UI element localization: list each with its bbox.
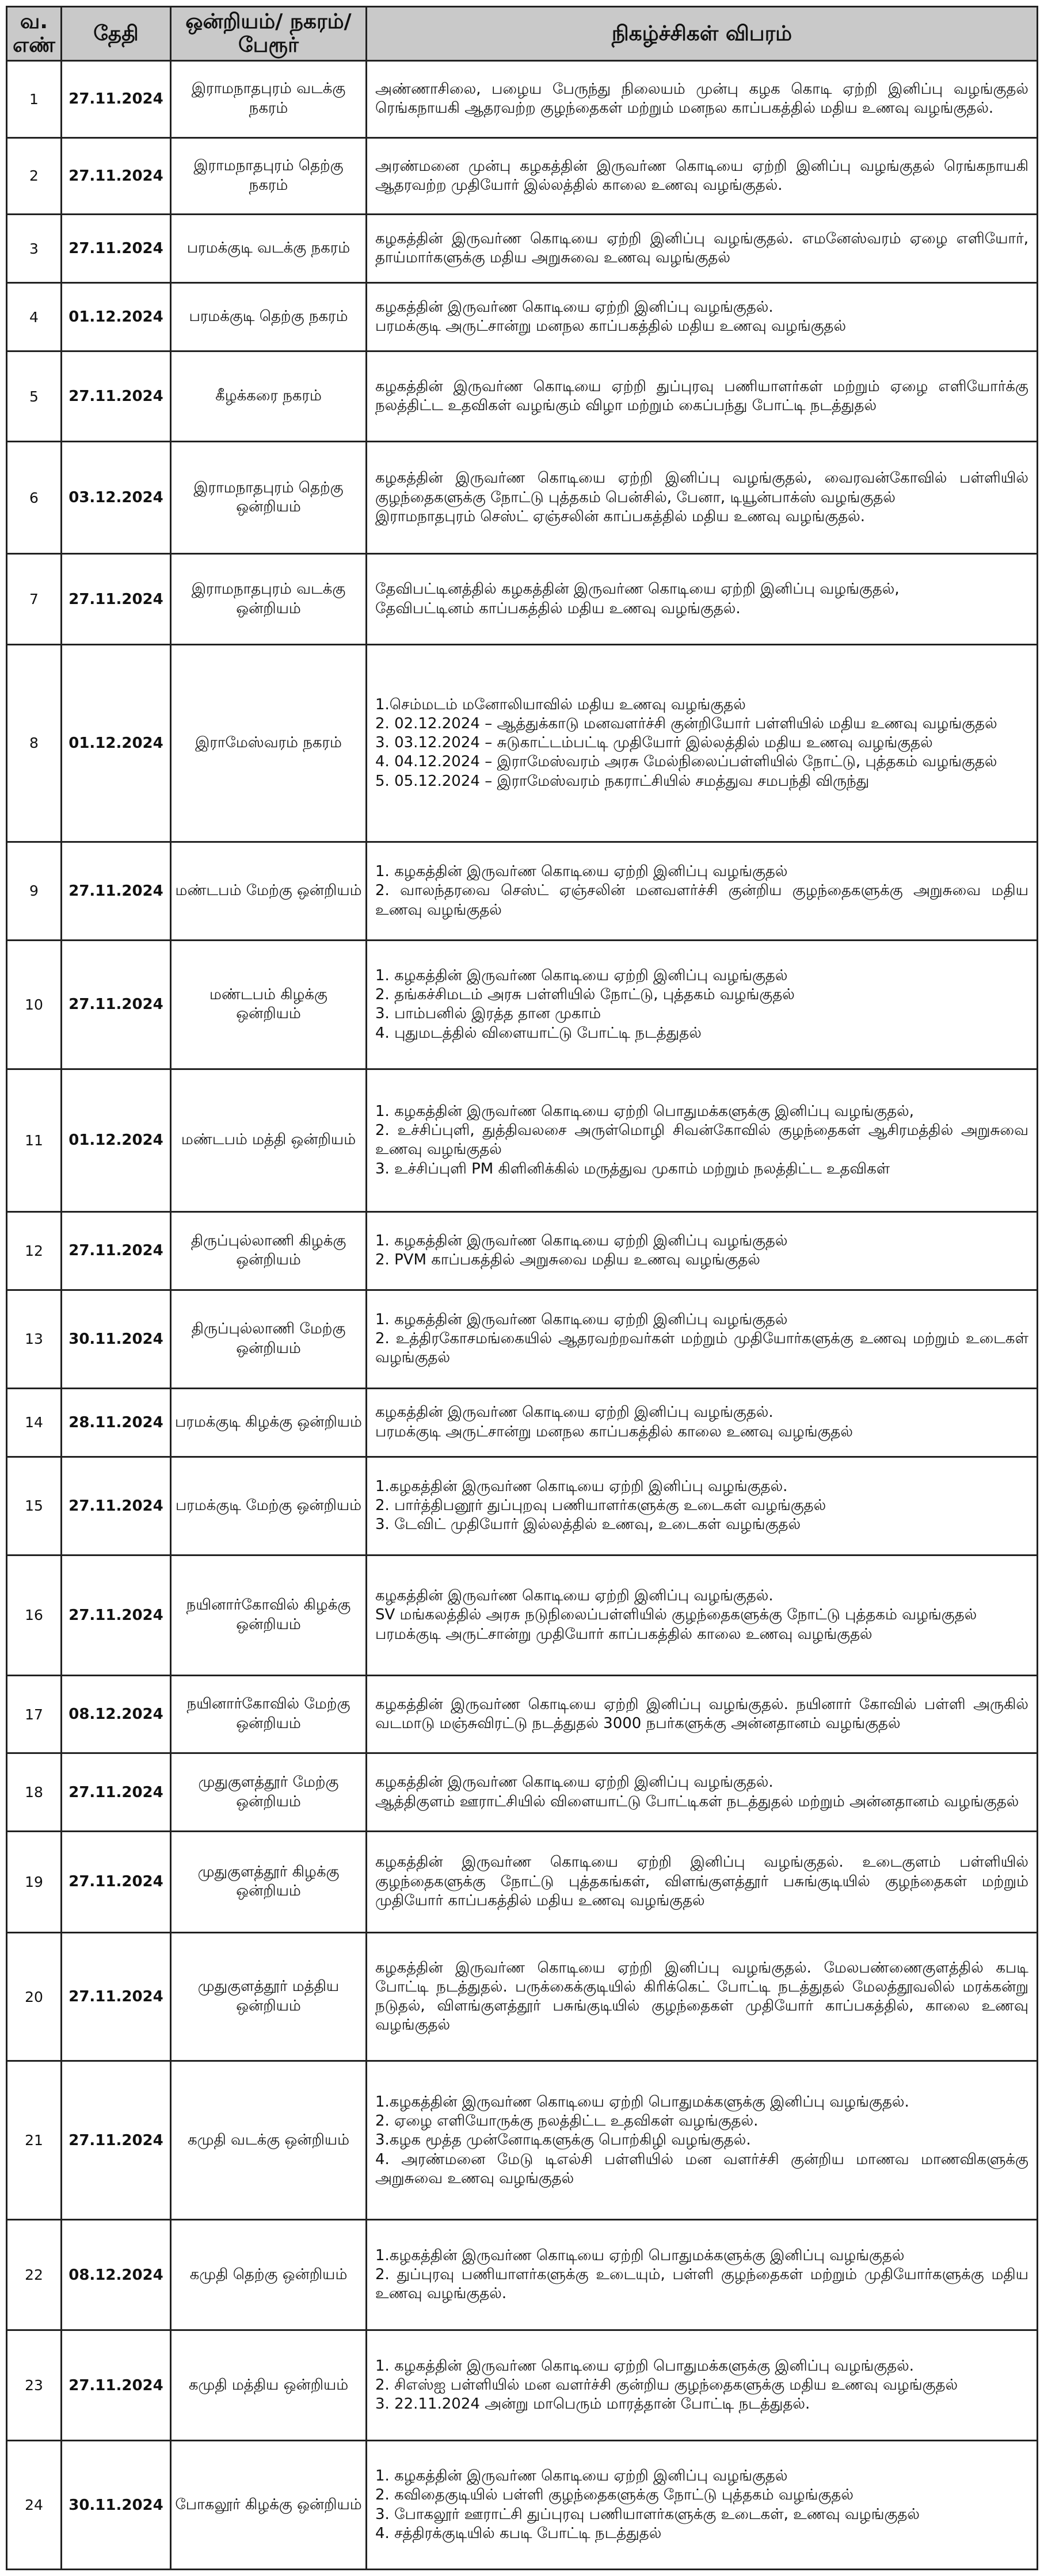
serial-number-cell: 19 <box>7 1831 62 1932</box>
event-details-cell <box>367 60 1038 137</box>
area-cell: திருப்புல்லாணி மேற்கு ஒன்றியம் <box>171 1290 367 1388</box>
serial-number-cell: 17 <box>7 1676 62 1753</box>
event-detail-line: 4. புதுமடத்தில் விளையாட்டு போட்டி நடத்துதல் <box>375 1024 702 1042</box>
event-details-cell <box>367 2441 1038 2570</box>
date-header: தேதி <box>62 7 171 61</box>
event-details-cell <box>367 442 1038 554</box>
event-detail-line: கழகத்தின் இருவர்ண கொடியை ஏற்றி இனிப்பு வழங்குதல். <box>375 1404 774 1421</box>
event-detail-line: கழகத்தின் இருவர்ண கொடியை ஏற்றி இனிப்பு வழங்குதல். நயினார் கோவில் பள்ளி அருகில் வடமாடு மஞ்சுவிரட்டு நடத்துதல் 3000 நபர்களுக்கு அன்னதானம் வழங்குதல் <box>375 1695 1028 1733</box>
table-row <box>7 2220 1038 2330</box>
event-details-cell <box>367 1555 1038 1675</box>
event-details-cell <box>367 1932 1038 2061</box>
event-detail-line: 2. உச்சிப்புளி, துத்திவலசை அருள்மொழி சிவன்கோவில் குழந்தைகள் ஆசிரமத்தில் அறுசுவை உணவு வழங்குதல் <box>375 1122 1028 1159</box>
area-cell: பரமக்குடி கிழக்கு ஒன்றியம் <box>171 1388 367 1457</box>
event-details-cell <box>367 1457 1038 1555</box>
serial-number-cell: 6 <box>7 442 62 554</box>
event-detail-line: பரமக்குடி அருட்சான்று முதியோர் காப்பகத்தில் காலை உணவு வழங்குதல் <box>375 1625 872 1643</box>
date-cell: 01.12.2024 <box>62 644 171 842</box>
serial-number-cell: 13 <box>7 1290 62 1388</box>
date-cell: 01.12.2024 <box>62 283 171 351</box>
area-cell: மண்டபம் மத்தி ஒன்றியம் <box>171 1069 367 1212</box>
event-details-cell <box>367 2220 1038 2330</box>
area-cell: முதுகுளத்தூர் மத்திய ஒன்றியம் <box>171 1932 367 2061</box>
serial-number-cell: 20 <box>7 1932 62 2061</box>
area-cell: இராமேஸ்வரம் நகரம் <box>171 644 367 842</box>
table-row <box>7 842 1038 940</box>
area-cell: பரமக்குடி தெற்கு நகரம் <box>171 283 367 351</box>
event-detail-line: கழகத்தின் இருவர்ண கொடியை ஏற்றி இனிப்பு வழங்குதல். எமனேஸ்வரம் ஏழை எளியோர், தாய்மார்களுக்கு மதிய அறுசுவை உணவு வழங்குதல் <box>375 230 1028 267</box>
event-details-cell <box>367 351 1038 441</box>
date-cell: 28.11.2024 <box>62 1388 171 1457</box>
event-detail-line: 1. கழகத்தின் இருவர்ண கொடியை ஏற்றி பொதுமக்களுக்கு இனிப்பு வழங்குதல். <box>375 2357 914 2375</box>
table-row <box>7 1212 1038 1290</box>
table-row <box>7 941 1038 1069</box>
area-cell: இராமநாதபுரம் தெற்கு நகரம் <box>171 137 367 215</box>
date-cell: 27.11.2024 <box>62 137 171 215</box>
event-detail-line: 3. 03.12.2024 – சுடுகாட்டம்பட்டி முதியோர் இல்லத்தில் மதிய உணவு வழங்குதல் <box>375 734 933 752</box>
event-details-cell <box>367 554 1038 644</box>
table-row <box>7 60 1038 137</box>
header-row <box>7 7 1038 61</box>
event-details-cell <box>367 283 1038 351</box>
event-detail-line: 1. கழகத்தின் இருவர்ண கொடியை ஏற்றி இனிப்பு வழங்குதல் <box>375 1310 788 1328</box>
date-cell: 03.12.2024 <box>62 442 171 554</box>
serial-number-cell: 24 <box>7 2441 62 2570</box>
event-detail-line: 1. கழகத்தின் இருவர்ண கொடியை ஏற்றி பொதுமக்களுக்கு இனிப்பு வழங்குதல், <box>375 1102 914 1120</box>
event-detail-line: கழகத்தின் இருவர்ண கொடியை ஏற்றி துப்புரவு பணியாளர்கள் மற்றும் ஏழை எளியோர்க்கு நலத்திட்ட உதவிகள் வழங்கும் விழா மற்றும் கைப்பந்து போட்டி நடத்துதல் <box>375 377 1028 415</box>
serial-number-cell: 15 <box>7 1457 62 1555</box>
table-row <box>7 215 1038 283</box>
serial-number-cell: 2 <box>7 137 62 215</box>
event-details-cell <box>367 137 1038 215</box>
date-cell: 27.11.2024 <box>62 554 171 644</box>
event-details-cell <box>367 644 1038 842</box>
event-details-cell <box>367 1753 1038 1831</box>
event-detail-line: 2. தங்கச்சிமடம் அரசு பள்ளியில் நோட்டு, புத்தகம் வழங்குதல் <box>375 986 795 1004</box>
serial-number-header: வ. எண் <box>7 7 62 61</box>
area-cell: மண்டபம் கிழக்கு ஒன்றியம் <box>171 941 367 1069</box>
serial-number-cell: 11 <box>7 1069 62 1212</box>
area-cell: போகலூர் கிழக்கு ஒன்றியம் <box>171 2441 367 2570</box>
table-row <box>7 351 1038 441</box>
serial-number-cell: 10 <box>7 941 62 1069</box>
event-detail-line: 3. போகலூர் ஊராட்சி துப்புரவு பணியாளர்களுக்கு உடைகள், உணவு வழங்குதல் <box>375 2505 920 2523</box>
event-detail-line: கழகத்தின் இருவர்ண கொடியை ஏற்றி இனிப்பு வழங்குதல். <box>375 298 774 316</box>
date-cell: 30.11.2024 <box>62 1290 171 1388</box>
serial-number-cell: 7 <box>7 554 62 644</box>
event-detail-line: 2. உத்திரகோசமங்கையில் ஆதரவற்றவர்கள் மற்றும் முதியோர்களுக்கு உணவு மற்றும் உடைகள் வழங்குதல் <box>375 1329 1028 1367</box>
event-detail-line: 1.செம்மடம் மனோலியாவில் மதிய உணவு வழங்குதல் <box>375 695 746 713</box>
area-cell: இராமநாதபுரம் தெற்கு ஒன்றியம் <box>171 442 367 554</box>
table-row <box>7 1457 1038 1555</box>
table-row <box>7 1555 1038 1675</box>
table-row <box>7 283 1038 351</box>
table-row <box>7 442 1038 554</box>
event-details-cell <box>367 842 1038 940</box>
date-cell: 27.11.2024 <box>62 60 171 137</box>
event-detail-line: கழகத்தின் இருவர்ண கொடியை ஏற்றி இனிப்பு வழங்குதல். <box>375 1774 774 1791</box>
area-cell: நயினார்கோவில் மேற்கு ஒன்றியம் <box>171 1676 367 1753</box>
event-detail-line: 4. அரண்மனை மேடு டிஎல்சி பள்ளியில் மன வளர்ச்சி குன்றிய மாணவ மாணவிகளுக்கு அறுசுவை உணவு வழங்குதல் <box>375 2150 1028 2187</box>
event-detail-line: தேவிபட்டினத்தில் கழகத்தின் இருவர்ண கொடியை ஏற்றி இனிப்பு வழங்குதல், <box>375 580 900 598</box>
event-detail-line: 1.கழகத்தின் இருவர்ண கொடியை ஏற்றி பொதுமக்களுக்கு இனிப்பு வழங்குதல். <box>375 2093 909 2111</box>
date-cell: 27.11.2024 <box>62 842 171 940</box>
event-detail-line: 4. சத்திரக்குடியில் கபடி போட்டி நடத்துதல் <box>375 2524 662 2542</box>
date-cell: 27.11.2024 <box>62 1753 171 1831</box>
event-detail-line: 1. கழகத்தின் இருவர்ண கொடியை ஏற்றி இனிப்பு வழங்குதல் <box>375 1232 788 1250</box>
table-row <box>7 554 1038 644</box>
area-cell: இராமநாதபுரம் வடக்கு ஒன்றியம் <box>171 554 367 644</box>
area-cell: முதுகுளத்தூர் மேற்கு ஒன்றியம் <box>171 1753 367 1831</box>
table-row <box>7 1831 1038 1932</box>
event-detail-line: 1.கழகத்தின் இருவர்ண கொடியை ஏற்றி இனிப்பு வழங்குதல். <box>375 1477 788 1495</box>
table-row <box>7 2441 1038 2570</box>
event-detail-line: 3.கழக மூத்த முன்னோடிகளுக்கு பொற்கிழி வழங்குதல். <box>375 2131 751 2149</box>
date-cell: 27.11.2024 <box>62 1831 171 1932</box>
date-cell: 01.12.2024 <box>62 1069 171 1212</box>
event-detail-line: 2. PVM காப்பகத்தில் அறுசுவை மதிய உணவு வழங்குதல் <box>375 1251 760 1269</box>
event-detail-line: 1.கழகத்தின் இருவர்ண கொடியை ஏற்றி பொதுமக்களுக்கு இனிப்பு வழங்குதல் <box>375 2246 905 2264</box>
area-cell: கமுதி மத்திய ஒன்றியம் <box>171 2330 367 2441</box>
event-details-cell <box>367 1676 1038 1753</box>
event-detail-line: கழகத்தின் இருவர்ண கொடியை ஏற்றி இனிப்பு வழங்குதல், வைரவன்கோவில் பள்ளியில் குழந்தைகளுக்கு நோட்டு புத்தகம் பென்சில், பேனா, டியூன்பாக்ஸ் வழங்குதல் <box>375 469 1028 506</box>
area-cell: இராமநாதபுரம் வடக்கு நகரம் <box>171 60 367 137</box>
area-cell: கமுதி தெற்கு ஒன்றியம் <box>171 2220 367 2330</box>
area-header: ஒன்றியம்/ நகரம்/ பேரூர் <box>171 7 367 61</box>
area-cell: முதுகுளத்தூர் கிழக்கு ஒன்றியம் <box>171 1831 367 1932</box>
event-detail-line: கழகத்தின் இருவர்ண கொடியை ஏற்றி இனிப்பு வழங்குதல். உடைகுளம் பள்ளியில் குழந்தைகளுக்கு நோட்டு புத்தகங்கள், விளங்குளத்தூர் பசுங்குடியில் குழந்தைகள் மற்றும் முதியோர் காப்பகத்தில் மதிய உணவு வழங்குதல் <box>375 1853 1028 1909</box>
area-cell: மண்டபம் மேற்கு ஒன்றியம் <box>171 842 367 940</box>
table-row <box>7 1069 1038 1212</box>
event-detail-line: அரண்மனை முன்பு கழகத்தின் இருவர்ண கொடியை ஏற்றி இனிப்பு வழங்குதல் ரெங்கநாயகி ஆதரவற்ற முதியோர் இல்லத்தில் காலை உணவு வழங்குதல். <box>375 157 1028 194</box>
date-cell: 08.12.2024 <box>62 2220 171 2330</box>
date-cell: 30.11.2024 <box>62 2441 171 2570</box>
serial-number-cell: 14 <box>7 1388 62 1457</box>
event-detail-line: 2. ஏழை எளியோருக்கு நலத்திட்ட உதவிகள் வழங்குதல். <box>375 2112 759 2130</box>
serial-number-cell: 4 <box>7 283 62 351</box>
event-detail-line: 2. துப்புரவு பணியாளர்களுக்கு உடையும், பள்ளி குழந்தைகள் மற்றும் முதியோர்களுக்கு மதிய உணவு வழங்குதல். <box>375 2266 1028 2303</box>
event-detail-line: 2. சிஎஸ்ஐ பள்ளியில் மன வளர்ச்சி குன்றிய குழந்தைகளுக்கு மதிய உணவு வழங்குதல் <box>375 2376 958 2394</box>
serial-number-cell: 12 <box>7 1212 62 1290</box>
date-cell: 08.12.2024 <box>62 1676 171 1753</box>
event-details-header: நிகழ்ச்சிகள் விபரம் <box>367 7 1038 61</box>
area-cell: நயினார்கோவில் கிழக்கு ஒன்றியம் <box>171 1555 367 1675</box>
area-cell: பரமக்குடி மேற்கு ஒன்றியம் <box>171 1457 367 1555</box>
event-details-cell <box>367 941 1038 1069</box>
event-schedule-table <box>6 6 1038 2570</box>
event-detail-line: 5. 05.12.2024 – இராமேஸ்வரம் நகராட்சியில் சமத்துவ சமபந்தி விருந்து <box>375 772 870 790</box>
table-row <box>7 644 1038 842</box>
serial-number-cell: 9 <box>7 842 62 940</box>
event-detail-line: இராமநாதபுரம் செஸ்ட் ஏஞ்சலின் காப்பகத்தில் மதிய உணவு வழங்குதல். <box>375 508 865 526</box>
event-detail-line: பரமக்குடி அருட்சான்று மனநல காப்பகத்தில் மதிய உணவு வழங்குதல் <box>375 318 847 335</box>
date-cell: 27.11.2024 <box>62 215 171 283</box>
event-details-cell <box>367 1290 1038 1388</box>
event-detail-line: ஆத்திகுளம் ஊராட்சியில் விளையாட்டு போட்டிகள் நடத்துதல் மற்றும் அன்னதானம் வழங்குதல் <box>375 1793 1019 1810</box>
event-details-cell <box>367 1831 1038 1932</box>
event-detail-line: அண்ணாசிலை, பழைய பேருந்து நிலையம் முன்பு கழக கொடி ஏற்றி இனிப்பு வழங்குதல் ரெங்கநாயகி ஆதரவற்ற குழந்தைகள் மற்றும் மனநல காப்பகத்தில் மதிய உணவு வழங்குதல். <box>375 80 1028 117</box>
event-detail-line: 2. 02.12.2024 – ஆத்துக்காடு மனவளர்ச்சி குன்றியோர் பள்ளியில் மதிய உணவு வழங்குதல் <box>375 714 997 732</box>
event-detail-line: 2. வாலந்தரவை செஸ்ட் ஏஞ்சலின் மனவளர்ச்சி குன்றிய குழந்தைகளுக்கு அறுசுவை மதிய உணவு வழங்குதல் <box>375 882 1028 919</box>
date-cell: 27.11.2024 <box>62 2061 171 2220</box>
event-detail-line: 2. பார்த்திபனூர் துப்புறவு பணியாளர்களுக்கு உடைகள் வழங்குதல் <box>375 1497 826 1515</box>
table-row <box>7 1753 1038 1831</box>
area-cell: கீழக்கரை நகரம் <box>171 351 367 441</box>
event-details-cell <box>367 215 1038 283</box>
event-detail-line: கழகத்தின் இருவர்ண கொடியை ஏற்றி இனிப்பு வழங்குதல். மேலபண்ணைகுளத்தில் கபடி போட்டி நடத்துதல். பருக்கைக்குடியில் கிரிக்கெட் போட்டி நடத்துதல் மேலத்தூவலில் மரக்கன்று நடுதல், விளங்குளத்தூர் பசுங்குடியில் குழந்தைகள் முதியோர் காப்பகத்தில், காலை உணவு வழங்குதல் <box>375 1959 1028 2034</box>
event-details-cell <box>367 1069 1038 1212</box>
table-row <box>7 1388 1038 1457</box>
area-cell: கமுதி வடக்கு ஒன்றியம் <box>171 2061 367 2220</box>
event-detail-line: 2. கவிதைகுடியில் பள்ளி குழந்தைகளுக்கு நோட்டு புத்தகம் வழங்குதல் <box>375 2486 854 2504</box>
serial-number-cell: 1 <box>7 60 62 137</box>
event-detail-line: 1. கழகத்தின் இருவர்ண கொடியை ஏற்றி இனிப்பு வழங்குதல் <box>375 863 788 881</box>
event-detail-line: பரமக்குடி அருட்சான்று மனநல காப்பகத்தில் காலை உணவு வழங்குதல் <box>375 1423 853 1440</box>
serial-number-cell: 23 <box>7 2330 62 2441</box>
table-row <box>7 1290 1038 1388</box>
serial-number-cell: 22 <box>7 2220 62 2330</box>
event-detail-line: SV மங்கலத்தில் அரசு நடுநிலைப்பள்ளியில் குழந்தைகளுக்கு நோட்டு புத்தகம் வழங்குதல் <box>375 1606 977 1624</box>
event-detail-line: 1. கழகத்தின் இருவர்ண கொடியை ஏற்றி இனிப்பு வழங்குதல் <box>375 966 788 984</box>
table-row <box>7 2330 1038 2441</box>
date-cell: 27.11.2024 <box>62 351 171 441</box>
date-cell: 27.11.2024 <box>62 1212 171 1290</box>
event-detail-line: 3. 22.11.2024 அன்று மாபெரும் மாரத்தான் போட்டி நடத்துதல். <box>375 2395 810 2413</box>
event-details-cell <box>367 1212 1038 1290</box>
event-detail-line: 3. உச்சிப்புளி PM கிளினிக்கில் மருத்துவ முகாம் மற்றும் நலத்திட்ட உதவிகள் <box>375 1160 890 1178</box>
serial-number-cell: 18 <box>7 1753 62 1831</box>
event-detail-line: 3. டேவிட் முதியோர் இல்லத்தில் உணவு, உடைகள் வழங்குதல் <box>375 1516 801 1534</box>
event-detail-line: தேவிபட்டினம் காப்பகத்தில் மதிய உணவு வழங்குதல். <box>375 599 741 617</box>
event-details-cell <box>367 2061 1038 2220</box>
event-detail-line: 4. 04.12.2024 – இராமேஸ்வரம் அரசு மேல்நிலைப்பள்ளியில் நோட்டு, புத்தகம் வழங்குதல் <box>375 753 997 771</box>
date-cell: 27.11.2024 <box>62 1555 171 1675</box>
serial-number-cell: 21 <box>7 2061 62 2220</box>
serial-number-cell: 8 <box>7 644 62 842</box>
date-cell: 27.11.2024 <box>62 941 171 1069</box>
table-row <box>7 1676 1038 1753</box>
table-row <box>7 2061 1038 2220</box>
serial-number-cell: 16 <box>7 1555 62 1675</box>
table-row <box>7 1932 1038 2061</box>
date-cell: 27.11.2024 <box>62 2330 171 2441</box>
serial-number-cell: 5 <box>7 351 62 441</box>
event-details-cell <box>367 1388 1038 1457</box>
date-cell: 27.11.2024 <box>62 1457 171 1555</box>
event-detail-line: கழகத்தின் இருவர்ண கொடியை ஏற்றி இனிப்பு வழங்குதல். <box>375 1587 774 1604</box>
table-row <box>7 137 1038 215</box>
event-details-cell <box>367 2330 1038 2441</box>
serial-number-cell: 3 <box>7 215 62 283</box>
area-cell: திருப்புல்லாணி கிழக்கு ஒன்றியம் <box>171 1212 367 1290</box>
area-cell: பரமக்குடி வடக்கு நகரம் <box>171 215 367 283</box>
event-detail-line: 1. கழகத்தின் இருவர்ண கொடியை ஏற்றி இனிப்பு வழங்குதல் <box>375 2467 788 2485</box>
event-detail-line: 3. பாம்பனில் இரத்த தான முகாம் <box>375 1005 601 1023</box>
date-cell: 27.11.2024 <box>62 1932 171 2061</box>
